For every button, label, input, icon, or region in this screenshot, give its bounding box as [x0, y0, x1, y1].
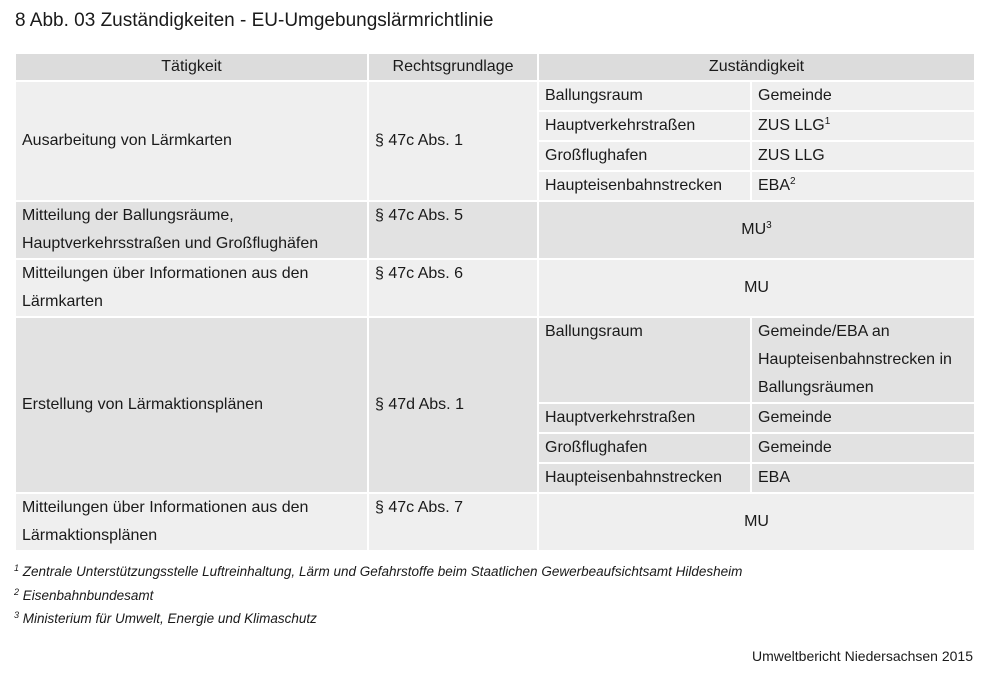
footnote-ref: 1: [824, 116, 831, 127]
footnote-text: Zentrale Unterstützungsstelle Luftreinhaltung, Lärm und Gefahrstoffe beim Staatlichen Gewerbeaufsichtsamt Hildesheim: [22, 564, 743, 579]
cell-taetigkeit: [15, 259, 368, 317]
cell-zustaendig: MU: [538, 259, 975, 317]
footnote-text: Ministerium für Umwelt, Energie und Klimaschutz: [22, 611, 317, 626]
cell-bereich: Ballungsraum: [538, 81, 751, 111]
taetigkeit-line: Lärmaktionsplänen: [22, 527, 158, 544]
header-rechtsgrundlage: Rechtsgrundlage: [368, 53, 538, 81]
cell-taetigkeit: Erstellung von Lärmaktionsplänen: [15, 317, 368, 493]
taetigkeit-line: Mitteilungen über Informationen aus den: [22, 499, 309, 516]
footnote-number: 2: [14, 586, 20, 597]
zustaendig-line: Gemeinde/EBA an: [758, 323, 890, 340]
cell-rechtsgrundlage: § 47c Abs. 1: [368, 81, 538, 201]
cell-zustaendig: [538, 201, 975, 259]
cell-rechtsgrundlage: § 47c Abs. 6: [368, 259, 538, 317]
footnote: [14, 586, 742, 610]
cell-rechtsgrundlage: § 47c Abs. 5: [368, 201, 538, 259]
footnote-ref: 2: [790, 176, 796, 187]
zustaendig-line: Ballungsräumen: [758, 379, 874, 396]
footnote-number: 3: [14, 610, 20, 620]
cell-bereich: Haupteisenbahnstrecken: [538, 171, 751, 201]
cell-bereich: Großflughafen: [538, 433, 751, 463]
responsibility-table: [14, 52, 976, 552]
cell-zustaendig: [751, 111, 975, 141]
taetigkeit-line: Mitteilungen über Informationen aus den: [22, 265, 309, 282]
cell-bereich: Hauptverkehrstraßen: [538, 403, 751, 433]
zustaendig-line: Haupteisenbahnstrecken in: [758, 351, 952, 368]
cell-bereich: Haupteisenbahnstrecken: [538, 463, 751, 493]
cell-zustaendig: Gemeinde: [751, 433, 975, 463]
zustaendig-text: EBA: [758, 177, 791, 194]
cell-bereich: Ballungsraum: [538, 317, 751, 403]
zustaendig-text: MU: [741, 221, 767, 238]
figure-title: 8 Abb. 03 Zuständigkeiten - EU-Umgebungslärmrichtlinie: [15, 10, 494, 31]
cell-bereich: Hauptverkehrstraßen: [538, 111, 751, 141]
cell-rechtsgrundlage: § 47c Abs. 7: [368, 493, 538, 551]
footnote-text: Eisenbahnbundesamt: [22, 587, 154, 603]
footnote: [14, 609, 742, 633]
cell-rechtsgrundlage: § 47d Abs. 1: [368, 317, 538, 493]
cell-zustaendig: EBA: [751, 463, 975, 493]
footnote-ref: 3: [766, 220, 772, 231]
cell-taetigkeit: [15, 201, 368, 259]
table-row: [15, 81, 975, 111]
cell-bereich: Großflughafen: [538, 141, 751, 171]
cell-zustaendig: Gemeinde: [751, 81, 975, 111]
table-row: [15, 493, 975, 551]
table-row: [15, 317, 975, 403]
cell-zustaendig: Gemeinde: [751, 403, 975, 433]
table-header-row: [15, 53, 975, 81]
taetigkeit-line: Hauptverkehrsstraßen und Großflughäfen: [22, 235, 319, 252]
taetigkeit-line: Lärmkarten: [22, 293, 103, 310]
cell-zustaendig: [751, 317, 975, 403]
cell-zustaendig: [751, 171, 975, 201]
zustaendig-text: ZUS LLG: [758, 117, 825, 134]
cell-taetigkeit: [15, 493, 368, 551]
table-row: [15, 201, 975, 259]
header-taetigkeit: Tätigkeit: [15, 53, 368, 81]
footnote-number: 1: [14, 563, 20, 573]
taetigkeit-line: Mitteilung der Ballungsräume,: [22, 207, 234, 224]
source-credit: Umweltbericht Niedersachsen 2015: [752, 648, 973, 664]
header-zustaendigkeit: Zuständigkeit: [538, 53, 975, 81]
cell-zustaendig: ZUS LLG: [751, 141, 975, 171]
table-row: [15, 259, 975, 317]
footnote: [14, 562, 742, 586]
cell-zustaendig: MU: [538, 493, 975, 551]
cell-taetigkeit: Ausarbeitung von Lärmkarten: [15, 81, 368, 201]
footnotes: [14, 562, 742, 633]
